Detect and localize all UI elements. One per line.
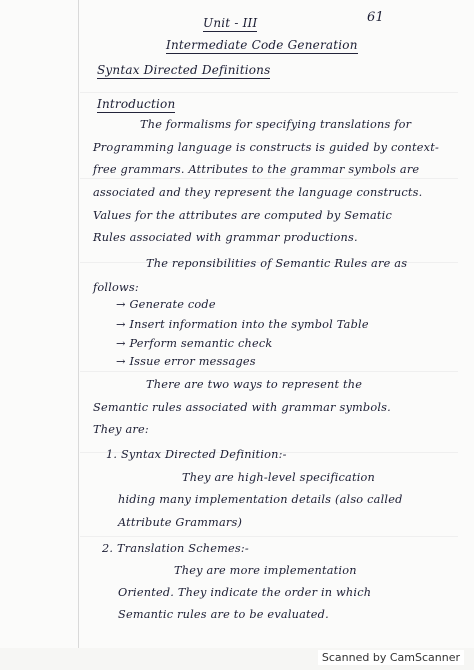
margin-line [78, 0, 79, 670]
item1-line: hiding many implementation details (also called [118, 493, 403, 506]
intro-line: free grammars. Attributes to the grammar symbols are [93, 163, 420, 176]
item2-heading: 2. Translation Schemes:- [102, 542, 249, 555]
item1-line: Attribute Grammars) [118, 516, 243, 529]
intro-line: Programming language is constructs is guided by context- [93, 141, 439, 154]
responsibilities-line: The reponsibilities of Semantic Rules are as [146, 257, 408, 270]
unit-title: Unit - III [203, 16, 258, 30]
page-number: 61 [367, 10, 384, 25]
bullet-item: → Issue error messages [116, 355, 256, 368]
ways-line: Semantic rules associated with grammar symbols. [93, 401, 391, 414]
item2-line: Oriented. They indicate the order in which [118, 586, 372, 599]
section-title: Syntax Directed Definitions [97, 63, 271, 77]
ways-line: They are: [93, 423, 149, 436]
intro-line: Values for the attributes are computed by Sematic [93, 209, 392, 222]
ruled-line [80, 92, 458, 93]
intro-line: associated and they represent the language constructs. [93, 186, 423, 199]
scanner-watermark: Scanned by CamScanner [318, 650, 464, 665]
responsibilities-line: follows: [93, 281, 139, 294]
bullet-item: → Insert information into the symbol Table [116, 318, 369, 331]
intro-heading: Introduction [97, 97, 176, 111]
ruled-line [80, 536, 458, 537]
item2-line: Semantic rules are to be evaluated. [118, 608, 329, 621]
ruled-line [80, 371, 458, 372]
item1-heading: 1. Syntax Directed Definition:- [106, 448, 287, 461]
ruled-line [80, 178, 458, 179]
ways-line: There are two ways to represent the [146, 378, 363, 391]
bullet-item: → Generate code [116, 298, 216, 311]
bullet-item: → Perform semantic check [116, 337, 273, 350]
intro-line: Rules associated with grammar productions. [93, 231, 358, 244]
item1-line: They are high-level specification [182, 471, 376, 484]
item2-line: They are more implementation [174, 564, 357, 577]
intro-line: The formalisms for specifying translations for [140, 118, 412, 131]
chapter-title: Intermediate Code Generation [166, 38, 358, 52]
